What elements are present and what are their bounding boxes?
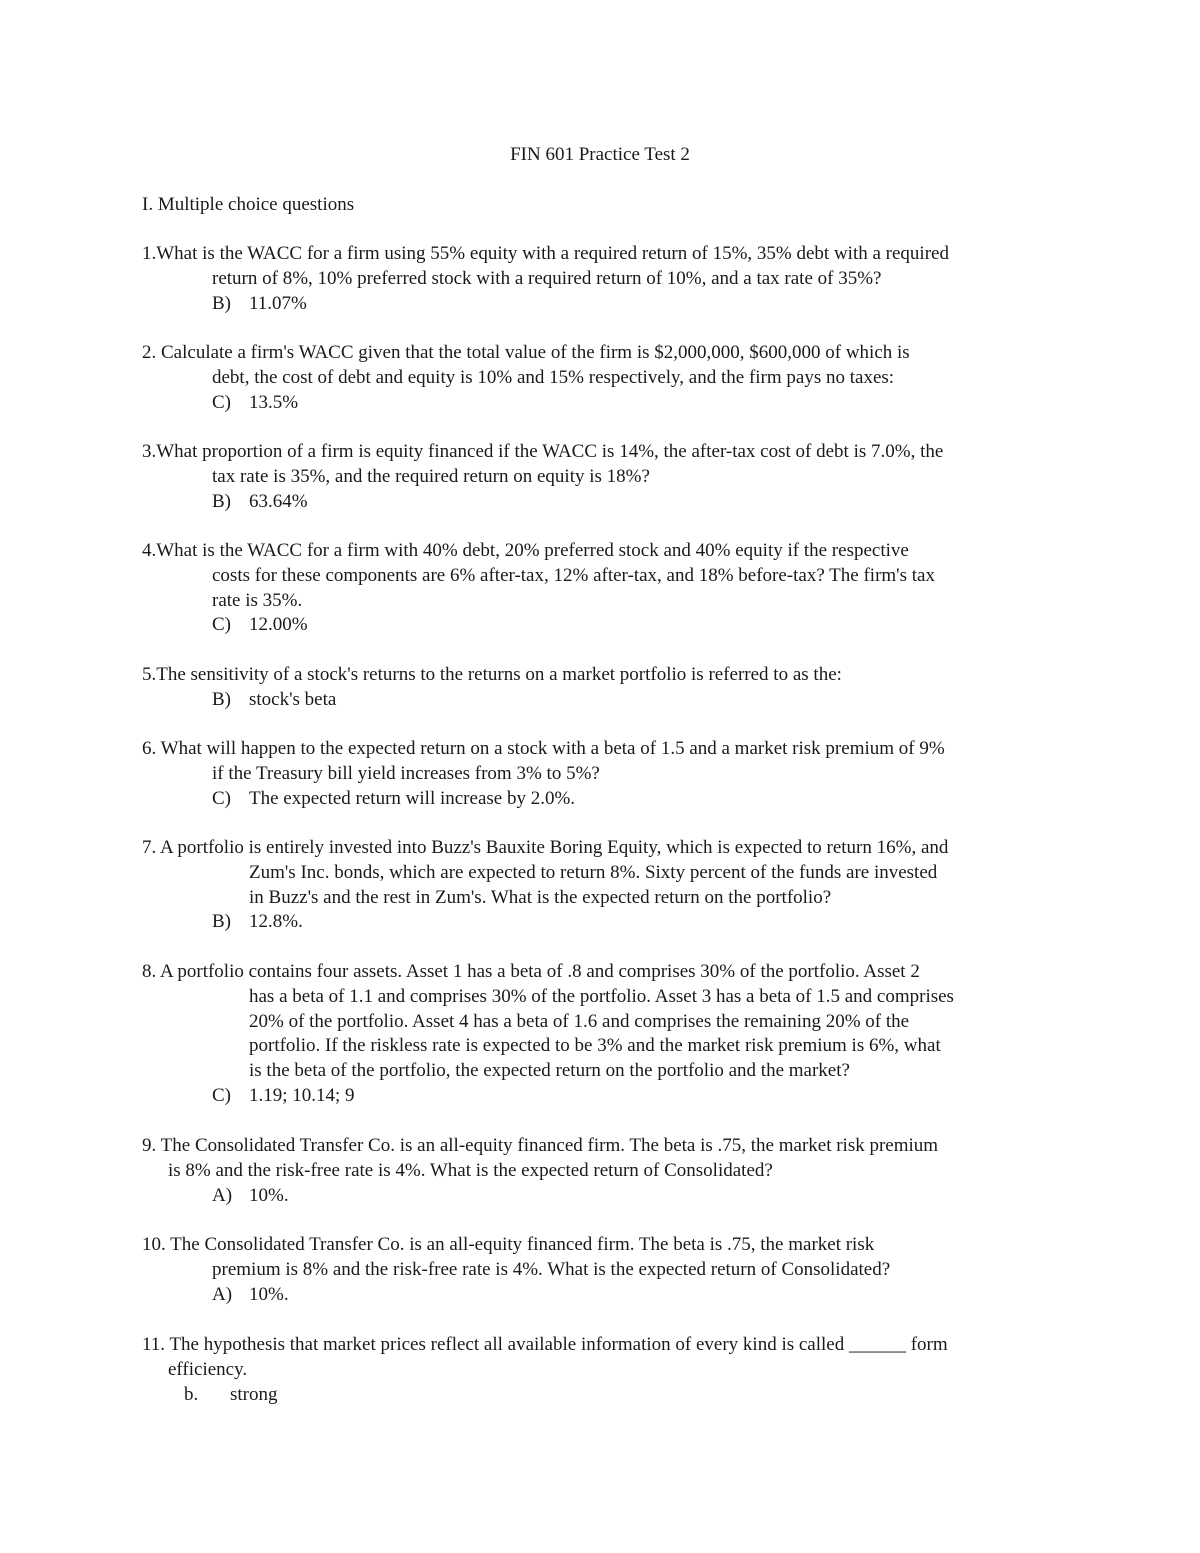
answer (142, 292, 1080, 317)
question-line: 4.What is the WACC for a firm with 40% debt, 20% preferred stock and 40% equity if the respective (142, 540, 909, 561)
question-line: 9. The Consolidated Transfer Co. is an all-equity financed firm. The beta is .75, the market risk premium (142, 1135, 939, 1156)
question-line: is 8% and the risk-free rate is 4%. What is the expected return of Consolidated? (168, 1159, 773, 1181)
answer (142, 1084, 1080, 1109)
answer-letter: B) (212, 490, 231, 512)
question-11 (142, 1333, 1080, 1407)
answer-text: strong (230, 1383, 278, 1405)
answer-letter: B) (212, 292, 231, 314)
question-line: has a beta of 1.1 and comprises 30% of the portfolio. Asset 3 has a beta of 1.5 and comprises (249, 985, 954, 1007)
question-line: debt, the cost of debt and equity is 10% and 15% respectively, and the firm pays no taxes: (212, 366, 895, 388)
answer-text: The expected return will increase by 2.0%. (249, 787, 576, 809)
question-line: premium is 8% and the risk-free rate is 4%. What is the expected return of Consolidated? (212, 1258, 891, 1280)
question-5 (142, 663, 1080, 713)
question-4 (142, 539, 1080, 638)
question-9 (142, 1134, 1080, 1208)
question-3 (142, 440, 1080, 514)
answer-letter: C) (212, 1084, 231, 1106)
question-8 (142, 960, 1080, 1109)
answer (142, 688, 1080, 713)
question-line: 3.What proportion of a firm is equity financed if the WACC is 14%, the after-tax cost of debt is 7.0%, the (142, 441, 944, 462)
question-line: 8. A portfolio contains four assets. Asset 1 has a beta of .8 and comprises 30% of the portfolio. Asset 2 (142, 961, 920, 982)
answer (142, 1283, 1080, 1308)
answer (142, 787, 1080, 812)
answer-text: 13.5% (249, 391, 299, 413)
question-line: 5.The sensitivity of a stock's returns to the returns on a market portfolio is referred to as the: (142, 664, 842, 685)
question-line: costs for these components are 6% after-tax, 12% after-tax, and 18% before-tax? The firm's tax (212, 564, 935, 586)
answer-text: 12.00% (249, 614, 308, 636)
question-line: 11. The hypothesis that market prices reflect all available information of every kind is called ______ form (142, 1334, 948, 1355)
answer (142, 1383, 1080, 1408)
answer-letter: C) (212, 391, 231, 413)
answer-text: 10%. (249, 1283, 289, 1305)
answer-letter: B) (212, 688, 231, 710)
answer-text: 11.07% (249, 292, 307, 314)
answer (142, 613, 1080, 638)
question-line: 6. What will happen to the expected return on a stock with a beta of 1.5 and a market risk premium of 9% (142, 738, 945, 759)
answer-letter: B) (212, 911, 231, 933)
question-6 (142, 737, 1080, 811)
question-10 (142, 1233, 1080, 1307)
page-title: FIN 601 Practice Test 2 (510, 144, 690, 165)
answer-text: 63.64% (249, 490, 308, 512)
answer-text: 1.19; 10.14; 9 (249, 1084, 355, 1106)
question-line: 7. A portfolio is entirely invested into Buzz's Bauxite Boring Equity, which is expected to return 16%, and (142, 837, 949, 858)
question-7 (142, 836, 1080, 935)
answer-letter: A) (212, 1184, 233, 1206)
answer-text: stock's beta (249, 688, 337, 710)
answer (142, 910, 1080, 935)
answer-letter: C) (212, 614, 231, 636)
answer-text: 10%. (249, 1184, 289, 1206)
question-line: is the beta of the portfolio, the expected return on the portfolio and the market? (249, 1060, 850, 1082)
answer-letter: C) (212, 787, 231, 809)
answer-text: 12.8%. (249, 911, 303, 933)
question-line: 10. The Consolidated Transfer Co. is an all-equity financed firm. The beta is .75, the market risk (142, 1234, 875, 1255)
answer-letter: A) (212, 1283, 233, 1305)
question-line: tax rate is 35%, and the required return on equity is 18%? (212, 465, 650, 487)
answer (142, 490, 1080, 515)
question-line: in Buzz's and the rest in Zum's. What is the expected return on the portfolio? (249, 886, 832, 908)
question-line: efficiency. (168, 1358, 248, 1380)
question-line: if the Treasury bill yield increases from 3% to 5%? (212, 762, 600, 784)
question-line: 2. Calculate a firm's WACC given that the total value of the firm is $2,000,000, $600,000 of which is (142, 342, 910, 363)
question-line: rate is 35%. (212, 589, 303, 611)
section-heading: I. Multiple choice questions (142, 194, 355, 215)
question-line: portfolio. If the riskless rate is expected to be 3% and the market risk premium is 6%, what (249, 1035, 941, 1057)
question-line: 20% of the portfolio. Asset 4 has a beta of 1.6 and comprises the remaining 20% of the (249, 1010, 910, 1032)
answer (142, 391, 1080, 416)
question-line: Zum's Inc. bonds, which are expected to return 8%. Sixty percent of the funds are invested (249, 861, 938, 883)
question-line: 1.What is the WACC for a firm using 55% equity with a required return of 15%, 35% debt with a required (142, 243, 949, 264)
question-1 (142, 242, 1080, 316)
question-2 (142, 341, 1080, 415)
answer-letter: b. (184, 1383, 199, 1405)
question-line: return of 8%, 10% preferred stock with a required return of 10%, and a tax rate of 35%? (212, 267, 882, 289)
answer (142, 1184, 1080, 1209)
